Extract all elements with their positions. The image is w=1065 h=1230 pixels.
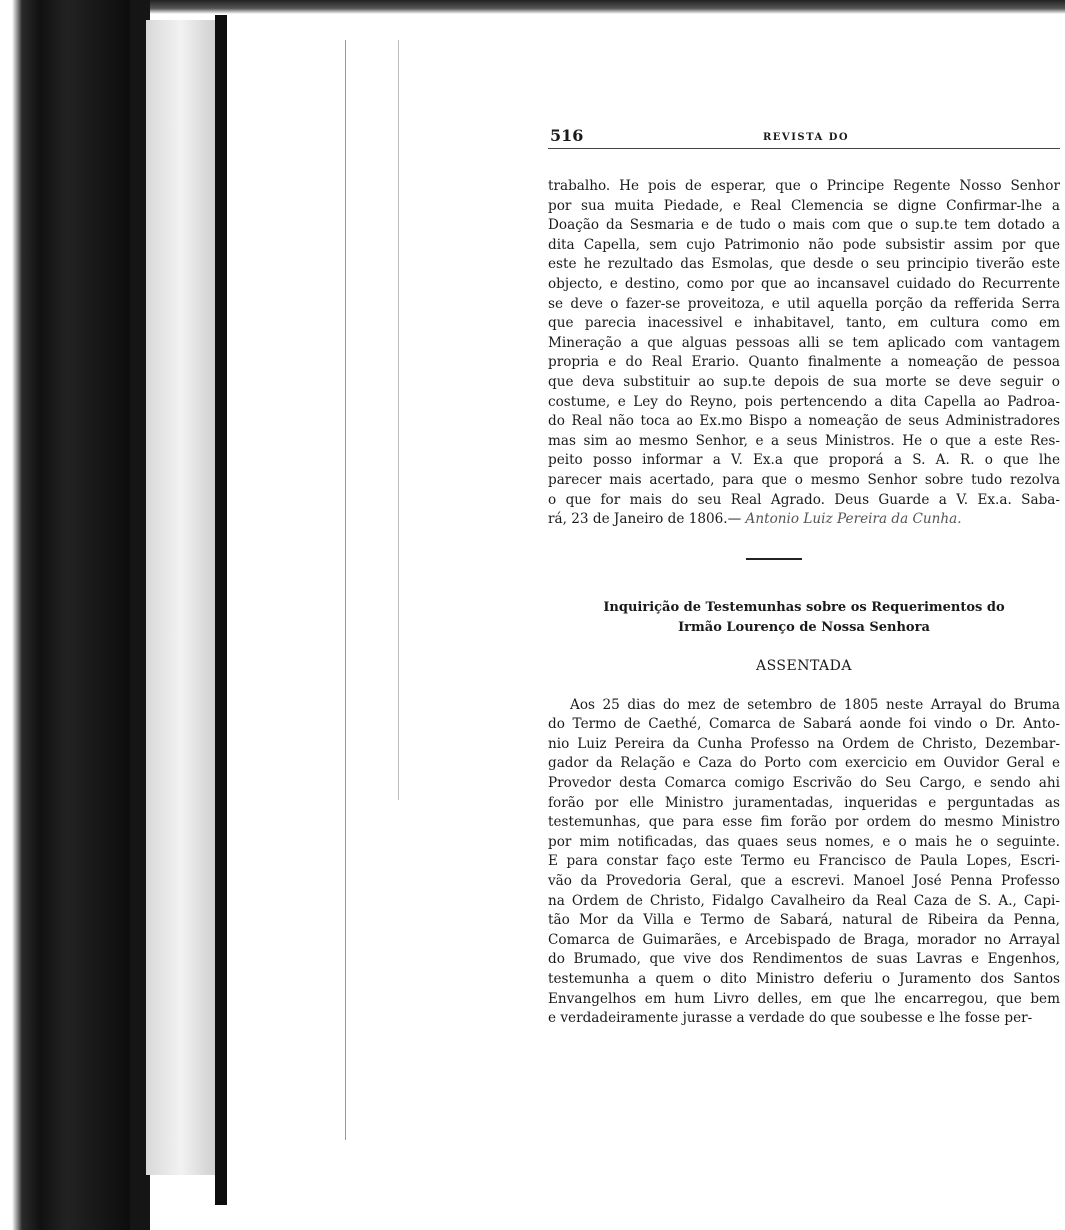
body-paragraph [548, 696, 1060, 1029]
book-spine [40, 0, 130, 1230]
text-line: dita Capella, sem cujo Patrimonio não pode subsistir assim por que [548, 236, 1060, 253]
text-line: do Real não toca ao Ex.mo Bispo a nomeação de seus Administradores [548, 413, 1060, 430]
text-line: Provedor desta Comarca comigo Escrivão do Seu Cargo, e sendo ahi [548, 775, 1060, 792]
text-line: do Brumado, que vive dos Rendimentos de suas Lavras e Engenhos, [548, 951, 1060, 968]
book-page [548, 120, 1060, 1029]
text-line: costume, e Ley do Reyno, pois pertencendo a dita Capella ao Padroa- [548, 393, 1060, 410]
text-line: Comarca de Guimarães, e Arcebispado de Braga, morador no Arrayal [548, 931, 1060, 948]
text-line: por sua muita Piedade, e Real Clemencia se digne Confirmar-lhe a [548, 197, 1060, 214]
text-line: e verdadeiramente jurasse a verdade do que soubesse e lhe fosse per- [548, 1010, 1033, 1027]
text-line: que deva substituir ao sup.te depois de sua morte se deve seguir o [548, 373, 1060, 390]
text-line: Mineração a que alguas pessoas alli se tem aplicado com vantagem [548, 334, 1060, 351]
text-line: forão por elle Ministro juramentadas, inqueridas e perguntadas as [548, 794, 1060, 811]
running-header [548, 120, 1060, 149]
text-line: vão da Provedoria Geral, que a escrevi. Manoel José Penna Professo [548, 873, 1060, 890]
section-divider [746, 558, 802, 560]
text-line: mas sim ao mesmo Senhor, e a seus Ministros. He o que a este Res- [548, 432, 1060, 449]
text-line: na Ordem de Christo, Fidalgo Cavalheiro da Real Caza de S. A., Capi- [548, 892, 1060, 909]
gutter-strip [215, 15, 227, 1205]
text-line: por mim notificadas, das quaes seus nomes, e o mais he o seguinte. [548, 833, 1060, 850]
page-edge-shadow [0, 0, 40, 1230]
subheading: ASSENTADA [755, 657, 853, 674]
text-line: propria e do Real Erario. Quanto finalmente a nomeação de pessoa [548, 354, 1060, 371]
text-line: tão Mor da Villa e Termo de Sabará, natural de Ribeira da Penna, [548, 912, 1060, 929]
text-line: o que for mais do seu Real Agrado. Deus Guarde a V. Ex.a. Saba- [548, 491, 1060, 508]
text-line: peito posso informar a V. Ex.a que proporá a S. A. R. o que lhe [548, 452, 1060, 469]
fold-line [398, 40, 399, 800]
text-line: testemunhas, que para esse fim forão por ordem do mesmo Ministro [548, 814, 1060, 831]
page-number: 516 [550, 126, 584, 145]
closing-date: rá, 23 de Janeiro de 1806.— [548, 511, 746, 528]
signature: Antonio Luiz Pereira da Cunha. [745, 511, 962, 528]
heading-line: Irmão Lourenço de Nossa Senhora [678, 619, 930, 635]
text-line: trabalho. He pois de esperar, que o Principe Regente Nosso Senhor [548, 178, 1060, 194]
text-line: gador da Relação e Caza do Porto com exercicio em Ouvidor Geral e [548, 755, 1060, 772]
text-line: E para constar faço este Termo eu Francisco de Paula Lopes, Escri- [548, 853, 1060, 870]
text-line: que parecia inacessivel e inhabitavel, tanto, em cultura como em [548, 315, 1060, 332]
facing-page-edge [146, 20, 216, 1175]
text-line: testemunha a quem o dito Ministro deferiu o Juramento dos Santos [548, 971, 1060, 987]
text-line: Doação da Sesmaria e de tudo o mais com que o sup.te tem dotado a [548, 217, 1060, 234]
letter-paragraph [548, 177, 1060, 530]
closing-line [548, 510, 1060, 530]
text-line: se deve o fazer-se proveitoza, e util aquella porção da refferida Serra [548, 295, 1060, 312]
running-title: REVISTA DO [763, 132, 850, 143]
book-gutter [0, 0, 420, 1230]
text-line: Aos 25 dias do mez de setembro de 1805 neste Arrayal do Bruma [570, 696, 1060, 713]
section-heading [548, 598, 1060, 638]
text-line: objecto, e destino, como por que ao incansavel cuidado do Recurrente [548, 275, 1060, 292]
top-scan-shadow [150, 0, 1065, 14]
text-line: parecer mais acertado, para que o mesmo Senhor sobre tudo rezolva [548, 471, 1060, 488]
text-line: do Termo de Caethé, Comarca de Sabará aonde foi vindo o Dr. Anto- [548, 716, 1060, 733]
heading-line: Inquirição de Testemunhas sobre os Requerimentos do [603, 599, 1005, 615]
text-line: nio Luiz Pereira da Cunha Professo na Ordem de Christo, Dezembar- [548, 735, 1060, 752]
fold-line [345, 40, 346, 1140]
text-line: este he rezultado das Esmolas, que desde o seu principio tiverão este [548, 256, 1060, 273]
text-line: Envangelhos em hum Livro delles, em que lhe encarregou, que bem [548, 990, 1060, 1007]
